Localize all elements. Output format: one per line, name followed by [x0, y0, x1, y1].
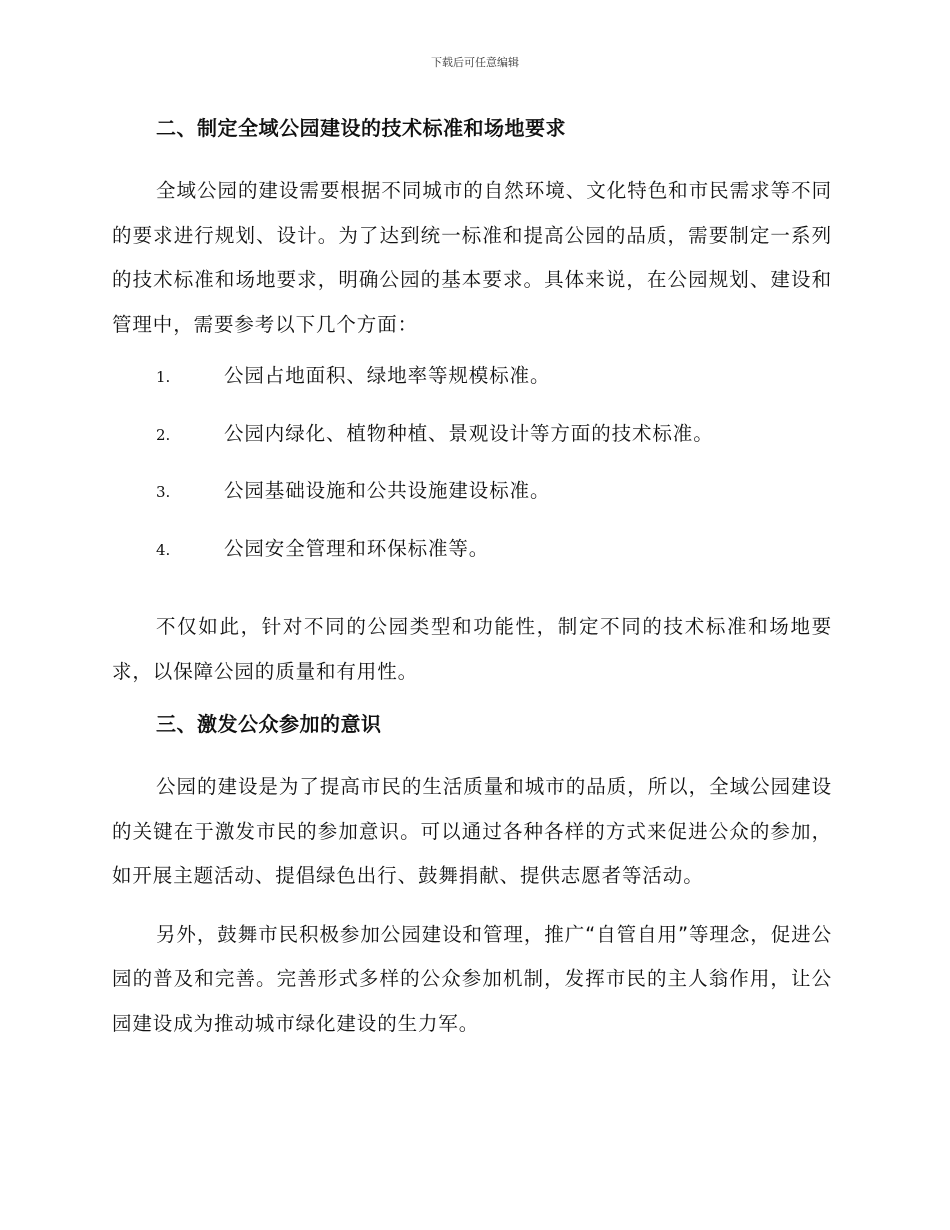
- section3-paragraph-2: 另外，鼓舞市民积极参加公园建设和管理，推广“自管自用”等理念，促进公园的普及和完善。完善形式多样的公众参加机制，发挥市民的主人翁作用，让公园建设成为推动城市绿化建设的生力军。: [112, 922, 832, 1035]
- list-item-number: 2.: [156, 425, 171, 444]
- section-heading-2: 二、制定全域公园建设的技术标准和场地要求: [156, 116, 566, 140]
- list-item-text: 公园内绿化、植物种植、景观设计等方面的技术标准。: [224, 421, 714, 445]
- list-item: [112, 476, 832, 534]
- section-heading-3: 三、激发公众参加的意识: [156, 712, 382, 736]
- section2-paragraph-1: 全域公园的建设需要根据不同城市的自然环境、文化特色和市民需求等不同的要求进行规划、设计。为了达到统一标准和提高公园的品质，需要制定一系列的技术标准和场地要求，明确公园的基本要求。具体来说，在公园规划、建设和管理中，需要参考以下几个方面：: [112, 179, 832, 336]
- standards-list: [112, 361, 832, 591]
- list-item-text: 公园安全管理和环保标准等。: [224, 536, 490, 560]
- list-item: [112, 534, 832, 592]
- list-item-number: 1.: [156, 368, 171, 386]
- list-item-text: 公园基础设施和公共设施建设标准。: [224, 479, 551, 502]
- list-item-text: 公园占地面积、绿地率等规模标准。: [224, 364, 551, 387]
- section3-paragraph-1: 公园的建设是为了提高市民的生活质量和城市的品质，所以，全域公园建设的关键在于激发市民的参加意识。可以通过各种各样的方式来促进公众的参加，如开展主题活动、提倡绿色出行、鼓舞捐献、提供志愿者等活动。: [112, 775, 832, 887]
- document-body: [112, 112, 832, 1060]
- page-header: 下载后可任意编辑: [431, 56, 519, 69]
- list-item-number: 3.: [156, 483, 171, 501]
- list-item-number: 4.: [156, 540, 171, 559]
- list-item: [112, 419, 832, 477]
- section2-paragraph-2: 不仅如此，针对不同的公园类型和功能性，制定不同的技术标准和场地要求，以保障公园的质量和有用性。: [112, 615, 832, 683]
- list-item: [112, 361, 832, 419]
